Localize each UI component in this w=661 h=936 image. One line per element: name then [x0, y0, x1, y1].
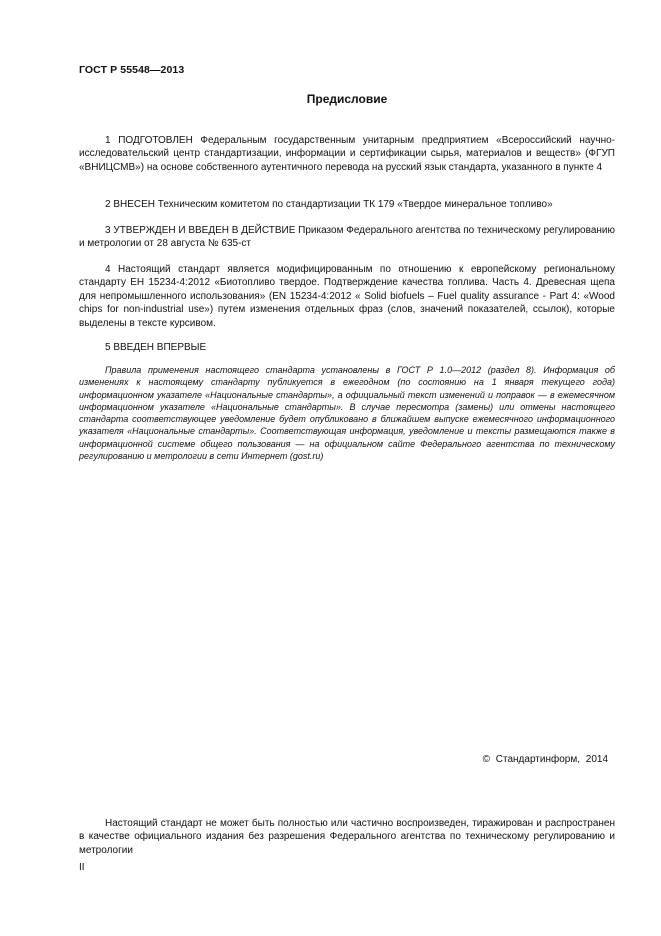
copyright-line: © Стандартинформ, 2014 — [482, 754, 608, 765]
paragraph-1-prepared-by: 1 ПОДГОТОВЛЕН Федеральным государственным унитарным предприятием «Всероссийский научно-исследовательский центр стандартизации, информации и сертификации сырья, материалов и веществ» (ФГУП «ВНИЦСМВ») на основе собственного аутентичного перевода на русский язык стандарта, указанного в пункте 4 — [79, 135, 615, 173]
page-number: II — [79, 862, 85, 873]
paragraph-3-approved: 3 УТВЕРЖДЕН И ВВЕДЕН В ДЕЙСТВИЕ Приказом Федерального агентства по техническому регулированию и метрологии от 28 августа № 635-ст — [79, 225, 615, 250]
paragraph-4-modified-standard: 4 Настоящий стандарт является модифицированным по отношению к европейскому региональному стандарту ЕН 15234-4:2012 «Биотопливо твердое. Подтверждение качества топлива. Часть 4. Древесная щепа для непромышленного использования» (EN 15234-4:2012 « Solid biofuels – Fuel quality assurance - Part 4: «Wood chips for non-industrial use») путем изменения отдельных фраз (слов, значений показателей, ссылок), которые выделены в тексте курсивом. — [79, 264, 615, 329]
reproduction-notice: Настоящий стандарт не может быть полностью или частично воспроизведен, тиражирован и распространен в качестве официального издания без разрешения Федерального агентства по техническому регулированию и метрологии — [79, 818, 615, 856]
paragraph-5-introduced: 5 ВВЕДЕН ВПЕРВЫЕ — [105, 342, 207, 353]
page-title: Предисловие — [306, 92, 388, 106]
document-code-header: ГОСТ Р 55548—2013 — [79, 64, 185, 76]
rules-of-application-note: Правила применения настоящего стандарта установлены в ГОСТ Р 1.0—2012 (раздел 8). Информация об изменениях к настоящему стандарту публикуется в ежегодном (по состоянию на 1 января текущего года) информационном указателе «Национальные стандарты», а официальный текст изменений и поправок — в ежемесячном информационном указателе «Национальные стандарты». В случае пересмотра (замены) или отмены настоящего стандарта соответствующее уведомление будет опубликовано в ближайшем выпуске ежемесячного информационного указателя «Национальные стандарты». Соответствующая информация, уведомление и тексты размещаются также в информационной системе общего пользования — на официальном сайте Федерального агентства по техническому регулированию и метрологии в сети Интернет (gost.ru) — [79, 365, 615, 462]
paragraph-2-submitted-by: 2 ВНЕСЕН Техническим комитетом по стандартизации ТК 179 «Твердое минеральное топливо» — [105, 199, 553, 210]
